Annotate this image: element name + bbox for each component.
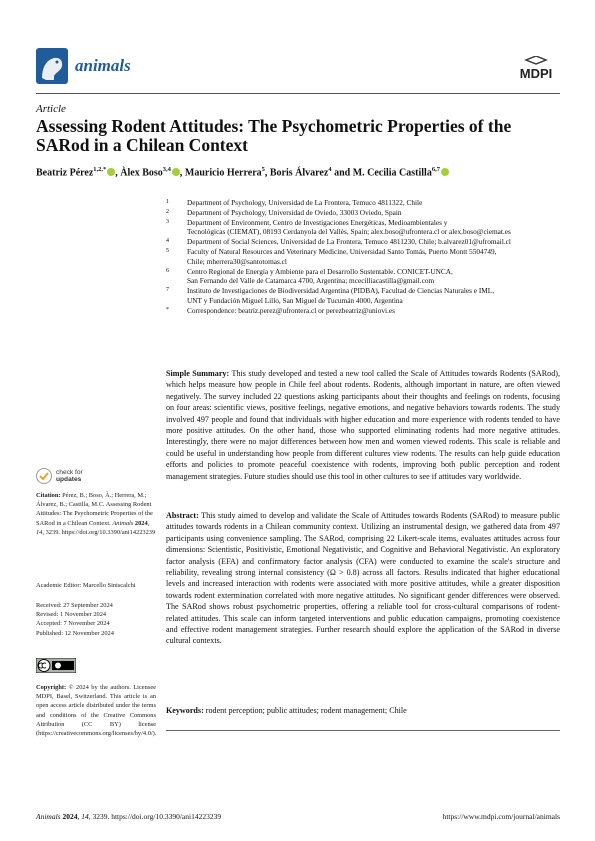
orcid-icon[interactable] <box>441 168 449 176</box>
mdpi-logo-icon <box>512 56 560 82</box>
footer-journal: Animals <box>36 812 61 821</box>
check-updates-line: check for <box>56 469 83 476</box>
author-affil-sup: 3,4 <box>162 166 171 173</box>
copyright-label: Copyright: <box>36 684 67 691</box>
affiliation-line: Faculty of Natural Resources and Veterinary Medicine, Universidad Santo Tomás, Puerto Montt 5504749, <box>187 246 497 256</box>
journal-name: animals <box>75 56 131 75</box>
affiliation-number: 1 <box>166 199 169 205</box>
author-name[interactable]: Àlex Boso <box>120 167 163 179</box>
author-name[interactable]: Boris Álvarez <box>269 167 329 179</box>
affiliation-line: Instituto de Investigaciones de Biodiversidad Argentina (PIDBA), Facultad de Ciencias Naturales e IML, <box>187 286 495 296</box>
affiliation-item <box>166 267 566 287</box>
date-revised: Revised: 1 November 2024 <box>36 611 107 619</box>
check-updates-text <box>56 469 116 483</box>
copyright-notice <box>36 683 156 738</box>
citation-volume: 14, <box>36 528 44 536</box>
author-list: Beatriz Pérez$^{1,2,*}$ , Àlex Boso$^{3,4}$ , Mauricio Herrera$^5$, Boris Álvarez$^4$ and M. Cecilia Castilla$^{6,7}$ <box>36 166 566 178</box>
affiliation-line: Department of Psychology, Universidad de La Frontera, Temuco 4811322, Chile <box>187 198 423 207</box>
affiliation-number: 2 <box>166 208 169 215</box>
abstract <box>166 510 560 647</box>
orcid-icon[interactable] <box>172 168 180 176</box>
simple-summary-text: This study developed and tested a new tool called the Scale of Attitudes towards Rodents (SARod), which helps measure how people in Chile feel about rodents. Rodents, although important in nature, are often viewed negatively. The survey included 22 questions asking participants about their thoughts and feelings on rodents, focusing on four areas: scientific views, positive feelings, negative emotions, and negative behaviors towards rodents. The study involved 497 people and found that individuals with higher education and more experience with rodents tended to have more positive attitudes. On the other hand, those who supported eliminating rodents had more negative attitudes. Interestingly, there were no major differences between how men and women viewed rodents. This scale is reliable and could be useful in understanding how people from different cultures view rodents. The results can help guide education efforts and policies to promote peaceful coexistence with rodents, improving both public perception and rodent management strategies. Future studies should use this tool in other cultures to see if attitudes vary worldwide. <box>166 369 560 481</box>
copyright-text: © 2024 by the authors. Licensee MDPI, Basel, Switzerland. This article is an open access article distributed under the terms and conditions of the Creative Commons Attribution (CC BY) license (https://creativecommons.org/licenses/by/4.0/). <box>36 684 157 738</box>
affiliation-line: Department of Environment, Centro de Investigaciones Energéticas, Medioambientales y <box>187 217 448 227</box>
affiliation-number: 7 <box>166 287 169 294</box>
affiliation-item <box>166 247 566 267</box>
header-divider <box>36 93 560 94</box>
affiliation-item <box>166 306 566 316</box>
affiliation-number: * <box>166 306 169 313</box>
footer-journal-url[interactable]: https://www.mdpi.com/journal/animals <box>442 812 560 821</box>
publisher-name: MDPI <box>519 66 553 81</box>
date-accepted: Accepted: 7 November 2024 <box>36 620 110 628</box>
article-title: Assessing Rodent Attitudes: The Psychometric Properties of the SARod in a Chilean Context <box>36 116 512 155</box>
affiliation-number: 6 <box>166 267 169 274</box>
affiliation-line: Chile; mherrera30@santotomas.cl <box>187 256 287 266</box>
academic-editor: Academic Editor: Marcello Siniscalchi <box>36 582 136 589</box>
keywords-divider <box>166 730 560 731</box>
affiliation-line: Tecnológicas (CIEMAT), 08193 Cerdanyola del Vallès, Spain; alex.boso@ufrontera.cl or alex.boso@ciemat.es <box>187 227 511 237</box>
author-affil-sup: 4 <box>328 166 332 173</box>
affiliation-line: San Fernando del Valle de Catamarca 4700, Argentina; mcecilliacastilla@gmail.com <box>187 276 435 286</box>
author-name[interactable]: Mauricio Herrera <box>184 167 262 179</box>
citation-journal: Animals <box>112 519 134 527</box>
keywords-text: rodent perception; public attitudes; rodent management; Chile <box>205 706 407 715</box>
affiliation-item <box>166 237 566 247</box>
affiliation-line: Department of Social Sciences, Universidad de La Frontera, Temuco 4811230, Chile; b.alvarez01@ufromail.cl <box>187 237 511 247</box>
author-affil-sup: 6,7 <box>431 166 440 173</box>
article-type: Article <box>36 103 66 115</box>
citation-label: Citation: <box>36 492 61 499</box>
affiliation-item <box>166 218 566 238</box>
footer-citation: Animals 2024, 14, 3239. https://doi.org/10.3390/ani14223239 <box>36 812 222 821</box>
affiliation-item <box>166 198 566 208</box>
simple-summary-label: Simple Summary: <box>166 369 230 378</box>
abstract-text: This study aimed to develop and validate the Scale of Attitudes towards Rodents (SARod) to measure public attitudes towards rodents in a Chilean community context. Utilizing an instrumental design, we gathered data from 497 participants using convenience sampling. The SARod, comprising 22 Likert-scale items, evaluates attitudes across four dimensions: Scientistic, Positivistic, Emotional Negativistic, and Cognitive and Behavioral Negativistic. An exploratory factor analysis (EFA) and confirmatory factor analysis (CFA) were conducted to examine the scale's structure and reliability, revealing strong internal consistency (Ω > 0.8) across all factors. Results indicated that higher educational levels and increased interaction with rodents were associated with more positive attitudes, while a greater disposition towards rodent extermination correlated with more negative attitudes. No significant gender differences were observed. The SARod shows robust psychometric properties, offering a reliable tool for cross-cultural comparisons of rodent-related attitudes. This scale can inform targeted interventions and public education campaigns, promoting coexistence and effective rodent management strategies. Further research should explore the application of the SARod in diverse cultural contexts. <box>166 511 560 646</box>
affiliation-line: UNT y Fundación Miguel Lillo, San Miguel de Tucumán 4000, Argentina <box>187 295 403 305</box>
abstract-label: Abstract: <box>166 511 199 520</box>
affiliation-number: 5 <box>166 247 169 254</box>
date-published: Published: 12 November 2024 <box>36 629 114 637</box>
author-affil-sup: 1,2,* <box>93 166 107 173</box>
author-affil-sup: 5 <box>261 166 265 173</box>
citation-year: 2024 <box>134 519 148 527</box>
cc-by-license-icon[interactable] <box>36 658 76 673</box>
affiliation-item <box>166 208 566 218</box>
affiliation-line: Correspondence: beatriz.perez@ufrontera.cl or perezbeatriz@uniovi.es <box>187 305 395 315</box>
footer-year: 2024 <box>62 812 78 821</box>
keywords <box>166 705 560 716</box>
journal-logo-icon <box>36 48 68 84</box>
date-received: Received: 27 September 2024 <box>36 602 113 609</box>
check-updates-icon <box>36 468 52 484</box>
keywords-label: Keywords: <box>166 706 204 715</box>
citation-block: Citation: Pérez, B.; Boso, À.; Herrera, M.; Álvarez, B.; Castilla, M.C. Assessing Rodent Attitudes: The Psychometric Properties of the SARod in a Chilean Context. Animals 2024, 14, 3239. https://doi.org/10.3390/ani14223239 <box>36 492 156 536</box>
affiliation-item <box>166 286 566 306</box>
affiliation-line: Centro Regional de Energía y Ambiente para el Desarrollo Sustentable. CONICET-UNCA, <box>187 266 453 276</box>
footer-doi[interactable]: 3239. https://doi.org/10.3390/ani14223239 <box>92 812 222 821</box>
affiliation-number: 3 <box>166 218 169 225</box>
check-updates-line: updates <box>56 476 82 484</box>
affiliation-line: Department of Psychology, Universidad de Oviedo, 33003 Oviedo, Spain <box>187 207 402 217</box>
publication-dates <box>36 601 156 638</box>
affiliations <box>166 198 566 316</box>
simple-summary <box>166 368 560 482</box>
author-name[interactable]: Beatriz Pérez <box>36 167 94 179</box>
affiliation-number: 4 <box>166 238 169 245</box>
citation-text: Pérez, B.; Boso, À.; Herrera, M.; Álvarez, B.; Castilla, M.C. Assessing Rodent Attitudes: The Psychometric Properties of the SARod in a Chilean Context. <box>36 492 153 527</box>
citation-doi[interactable]: 3239. https://doi.org/10.3390/ani14223239 <box>45 528 156 536</box>
footer-volume: 14, <box>81 812 91 821</box>
orcid-icon[interactable] <box>107 168 115 176</box>
author-name[interactable]: M. Cecilia Castilla <box>352 167 432 179</box>
